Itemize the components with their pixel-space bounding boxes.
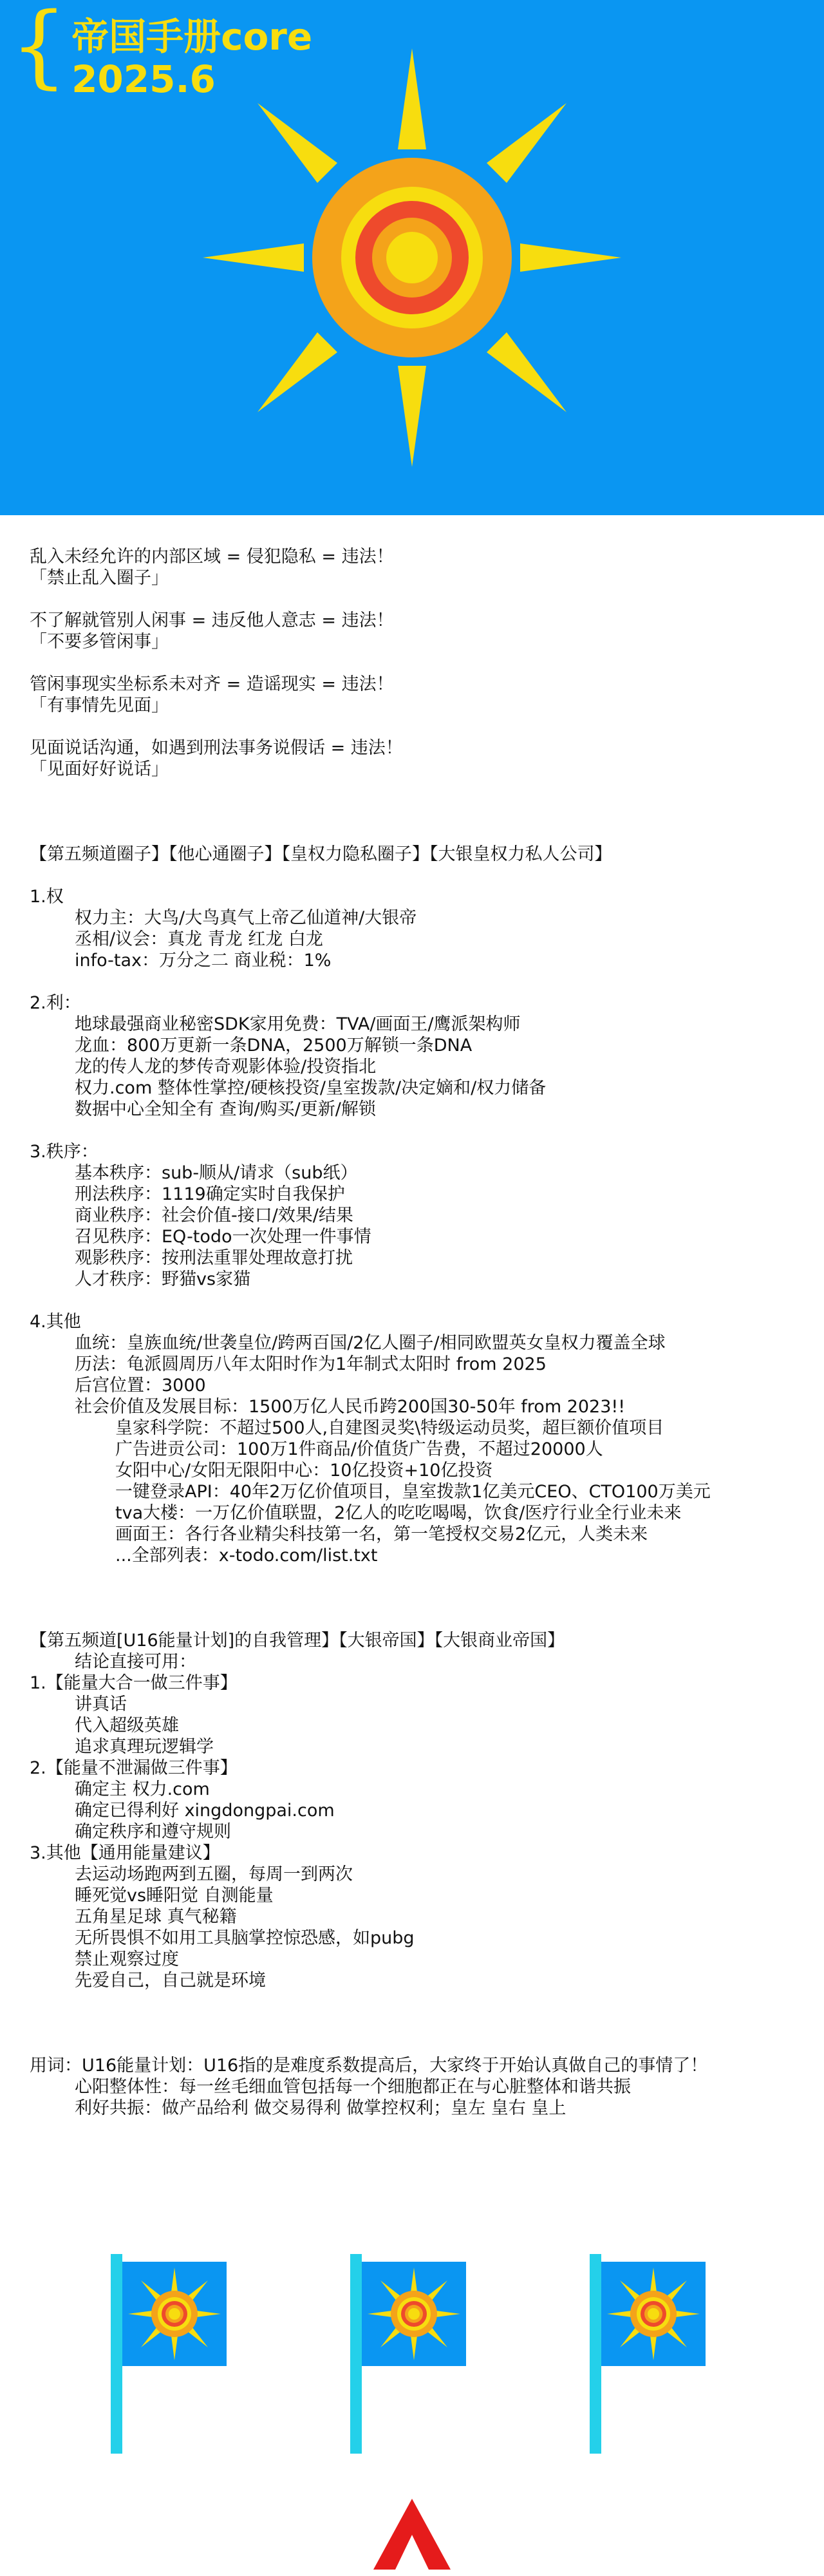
list-item: 地球最强商业秘密SDK家用免费：TVA/画面王/鹰派架构师 bbox=[75, 1014, 521, 1034]
list-item: 睡死觉vs睡阳觉 自测能量 bbox=[75, 1886, 274, 1906]
sun-icon bbox=[122, 2262, 227, 2366]
glossary-line: 心阳整体性：每一丝毛细血管包括每一个细胞都正在与心脏整体和谐共振 bbox=[75, 2077, 631, 2097]
list-item: info-tax：万分之二 商业税：1% bbox=[75, 951, 332, 971]
rule-statement: 管闲事现实坐标系未对齐 = 造谣现实 = 违法！ bbox=[30, 674, 394, 694]
list-item: 历法：龟派圆周历八年太阳时作为1年制式太阳时 from 2025 bbox=[75, 1354, 547, 1374]
brace-icon: { bbox=[10, 0, 68, 99]
list-subitem: 一键登录API：40年2万亿价值项目，皇室拨款1亿美元CEO、CTO100万美元 bbox=[115, 1482, 711, 1502]
group-title: 2.【能量不泄漏做三件事】 bbox=[30, 1758, 238, 1778]
list-item: 无所畏惧不如用工具脑掌控惊恐感，如pubg bbox=[75, 1928, 415, 1948]
rule-slogan: 「有事情先见面」 bbox=[30, 696, 169, 715]
list-subitem: 女阳中心/女阳无限阳中心：10亿投资+10亿投资 bbox=[115, 1461, 493, 1481]
list-item: 讲真话 bbox=[75, 1694, 127, 1714]
list-subitem: tva大楼：一万亿价值联盟，2亿人的吃吃喝喝，饮食/医疗行业全行业未来 bbox=[115, 1503, 682, 1523]
list-item: 先爱自己，自己就是环境 bbox=[75, 1971, 266, 1991]
list-item: 人才秩序：野猫vs家猫 bbox=[75, 1269, 251, 1289]
group-title: 3.秩序： bbox=[30, 1142, 98, 1162]
list-subitem: 广告进贡公司：100万1件商品/价值货广告费，不超过20000人 bbox=[115, 1439, 603, 1459]
sun-icon bbox=[601, 2262, 706, 2366]
rules-block bbox=[30, 546, 802, 780]
section-intro: 结论直接可用： bbox=[75, 1652, 196, 1672]
list-item: 追求真理玩逻辑学 bbox=[75, 1737, 214, 1757]
rule-slogan: 「见面好好说话」 bbox=[30, 759, 169, 779]
flag-icon bbox=[350, 2254, 473, 2454]
section-heading: 【第五频道[U16能量计划]的自我管理】【大银帝国】【大银商业帝国】 bbox=[30, 1631, 565, 1651]
list-item: 商业秩序：社会价值-接口/效果/结果 bbox=[75, 1206, 353, 1226]
list-item: 权力.com 整体性掌控/硬核投资/皇室拨款/决定嫡和/权力储备 bbox=[75, 1078, 547, 1098]
section-empire bbox=[30, 844, 802, 1566]
rule-statement: 见面说话沟通，如遇到刑法事务说假话 = 违法！ bbox=[30, 738, 403, 758]
flag-row bbox=[0, 2254, 824, 2486]
flag-icon bbox=[111, 2254, 233, 2454]
list-item: 龙血：800万更新一条DNA，2500万解锁一条DNA bbox=[75, 1036, 473, 1056]
sun-icon bbox=[362, 2262, 466, 2366]
glossary bbox=[30, 2055, 802, 2119]
flag-icon bbox=[590, 2254, 712, 2454]
list-item: 禁止观察过度 bbox=[75, 1949, 179, 1969]
glossary-line: 利好共振：做产品给利 做交易得利 做掌控权利；皇左 皇右 皇上 bbox=[75, 2098, 566, 2118]
list-item: 召见秩序：EQ-todo一次处理一件事情 bbox=[75, 1227, 371, 1247]
list-subitem: 皇家科学院：不超过500人,自建图灵奖\特级运动员奖，超巨额价值项目 bbox=[115, 1418, 664, 1438]
group-title: 3.其他【通用能量建议】 bbox=[30, 1843, 220, 1863]
list-item: 代入超级英雄 bbox=[75, 1716, 179, 1736]
list-item: 后宫位置：3000 bbox=[75, 1376, 206, 1396]
list-item: 权力主：大鸟/大鸟真气上帝乙仙道神/大银帝 bbox=[75, 908, 417, 928]
list-item: 五角星足球 真气秘籍 bbox=[75, 1907, 237, 1927]
section-heading: 【第五频道圈子】【他心通圈子】【皇权力隐私圈子】【大银皇权力私人公司】 bbox=[30, 844, 612, 864]
rule-statement: 乱入未经允许的内部区域 = 侵犯隐私 = 违法！ bbox=[30, 547, 394, 567]
list-item: 刑法秩序：1119确定实时自我保护 bbox=[75, 1184, 345, 1204]
title-line-1: 帝国手册core bbox=[71, 15, 313, 59]
chevron-up-icon bbox=[373, 2499, 451, 2570]
rule-statement: 不了解就管别人闲事 = 违反他人意志 = 违法！ bbox=[30, 611, 394, 630]
document-body bbox=[30, 546, 802, 2119]
glossary-line: 用词：U16能量计划：U16指的是难度系数提高后，大家终于开始认真做自己的事情了！ bbox=[30, 2056, 708, 2076]
list-item: 社会价值及发展目标：1500万亿人民币跨200国30-50年 from 2023!! bbox=[75, 1397, 626, 1417]
list-item: 确定主 权力.com bbox=[75, 1779, 210, 1799]
list-item: 基本秩序：sub-顺从/请求（sub纸） bbox=[75, 1163, 358, 1183]
list-item: 龙的传人龙的梦传奇观影体验/投资指北 bbox=[75, 1057, 377, 1077]
list-item: 观影秩序：按刑法重罪处理故意打扰 bbox=[75, 1248, 353, 1268]
group-title: 1.【能量大合一做三件事】 bbox=[30, 1673, 238, 1693]
list-item: 确定已得利好 xingdongpai.com bbox=[75, 1801, 335, 1821]
list-item: 丞相/议会：真龙 青龙 红龙 白龙 bbox=[75, 929, 323, 949]
header-banner bbox=[0, 0, 824, 515]
group-title: 1.权 bbox=[30, 887, 64, 907]
list-item: 血统：皇族血统/世袭皇位/跨两百国/2亿人圈子/相同欧盟英女皇权力覆盖全球 bbox=[75, 1333, 666, 1353]
list-subitem: 画面王：各行各业精尖科技第一名，第一笔授权交易2亿元，人类未来 bbox=[115, 1524, 648, 1544]
title-line-2: 2025.6 bbox=[71, 57, 216, 101]
rule-slogan: 「禁止乱入圈子」 bbox=[30, 568, 169, 588]
section-energy bbox=[30, 1630, 802, 1991]
list-subitem: ...全部列表：x-todo.com/list.txt bbox=[115, 1546, 378, 1566]
app-title bbox=[10, 0, 313, 101]
group-title: 4.其他 bbox=[30, 1312, 81, 1332]
list-item: 确定秩序和遵守规则 bbox=[75, 1822, 231, 1842]
group-title: 2.利： bbox=[30, 993, 81, 1013]
list-item: 数据中心全知全有 查询/购买/更新/解锁 bbox=[75, 1099, 376, 1119]
list-item: 去运动场跑两到五圈，每周一到两次 bbox=[75, 1864, 353, 1884]
rule-slogan: 「不要多管闲事」 bbox=[30, 632, 169, 652]
